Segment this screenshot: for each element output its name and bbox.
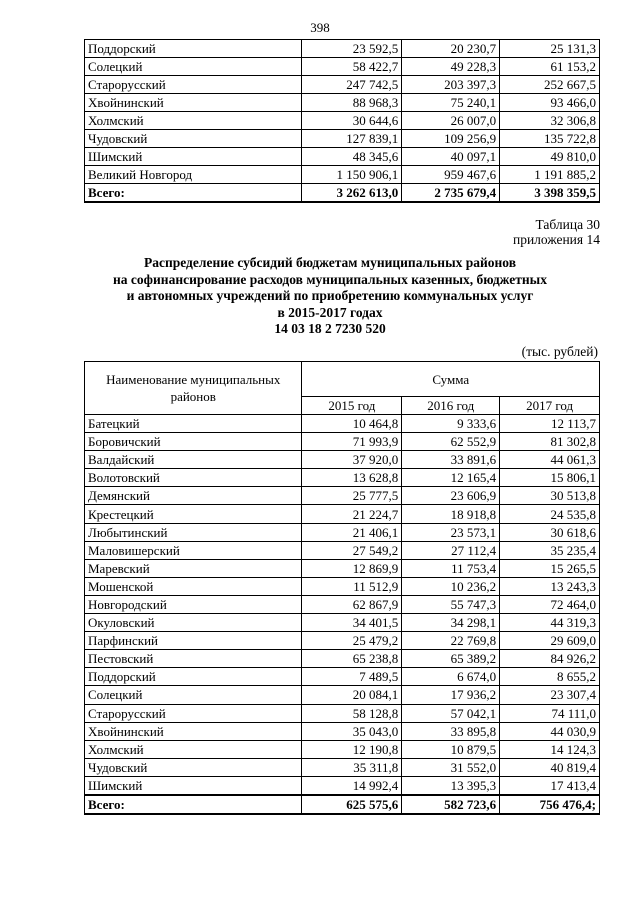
amount-cell-2016: 62 552,9 — [402, 433, 500, 451]
amount-cell-2015: 25 777,5 — [302, 487, 402, 505]
amount-cell-2016: 31 552,0 — [402, 758, 500, 776]
header-2016: 2016 год — [402, 397, 500, 415]
table-row — [85, 541, 600, 559]
district-name-cell: Маревский — [85, 559, 302, 577]
amount-cell-2017: 84 926,2 — [500, 650, 600, 668]
table-row — [85, 415, 600, 433]
district-name-cell: Холмский — [85, 740, 302, 758]
amount-cell-2015: 37 920,0 — [302, 451, 402, 469]
total-row — [85, 795, 600, 814]
amount-cell-2017: 14 124,3 — [500, 740, 600, 758]
amount-cell-2017: 8 655,2 — [500, 668, 600, 686]
header-2017: 2017 год — [500, 397, 600, 415]
amount-cell-2016: 20 230,7 — [402, 40, 500, 58]
district-name-cell: Валдайский — [85, 451, 302, 469]
table-row — [85, 166, 600, 184]
amount-cell-2016: 109 256,9 — [402, 130, 500, 148]
amount-cell-2015: 62 867,9 — [302, 595, 402, 613]
amount-cell-2015: 12 190,8 — [302, 740, 402, 758]
district-name-cell: Солецкий — [85, 58, 302, 76]
amount-cell-2015: 21 224,7 — [302, 505, 402, 523]
amount-cell-2015: 21 406,1 — [302, 523, 402, 541]
header-2015: 2015 год — [302, 397, 402, 415]
amount-cell-2016: 22 769,8 — [402, 632, 500, 650]
amount-cell-2016: 9 333,6 — [402, 415, 500, 433]
table-row — [85, 740, 600, 758]
amount-cell-2017: 13 243,3 — [500, 577, 600, 595]
amount-cell-2017: 15 265,5 — [500, 559, 600, 577]
amount-cell-2017: 44 061,3 — [500, 451, 600, 469]
amount-cell-2016: 18 918,8 — [402, 505, 500, 523]
amount-cell-2015: 71 993,9 — [302, 433, 402, 451]
table-row — [85, 487, 600, 505]
district-name-cell: Старорусский — [85, 76, 302, 94]
table-row — [85, 523, 600, 541]
top-table — [84, 39, 600, 203]
amount-cell-2016: 959 467,6 — [402, 166, 500, 184]
district-name-cell: Всего: — [85, 184, 302, 203]
amount-cell-2015: 65 238,8 — [302, 650, 402, 668]
amount-cell-2016: 26 007,0 — [402, 112, 500, 130]
amount-cell-2015: 88 968,3 — [302, 94, 402, 112]
district-name-cell: Хвойнинский — [85, 722, 302, 740]
district-name-cell: Поддорский — [85, 40, 302, 58]
top-table-body — [85, 40, 600, 203]
district-name-cell: Поддорский — [85, 668, 302, 686]
amount-cell-2017: 72 464,0 — [500, 595, 600, 613]
amount-cell-2015: 34 401,5 — [302, 614, 402, 632]
amount-cell-2016: 6 674,0 — [402, 668, 500, 686]
main-table — [84, 361, 600, 815]
amount-cell-2016: 13 395,3 — [402, 776, 500, 795]
amount-cell-2015: 35 311,8 — [302, 758, 402, 776]
amount-cell-2015: 10 464,8 — [302, 415, 402, 433]
title-line-2: на софинансирование расходов муниципальных казенных, бюджетных — [113, 271, 547, 287]
district-name-cell: Маловишерский — [85, 541, 302, 559]
amount-cell-2017: 135 722,8 — [500, 130, 600, 148]
table-row — [85, 505, 600, 523]
district-name-cell: Великий Новгород — [85, 166, 302, 184]
table-row — [85, 559, 600, 577]
table-row — [85, 40, 600, 58]
amount-cell-2015: 7 489,5 — [302, 668, 402, 686]
amount-cell-2015: 247 742,5 — [302, 76, 402, 94]
amount-cell-2016: 582 723,6 — [402, 795, 500, 814]
amount-cell-2015: 20 084,1 — [302, 686, 402, 704]
table-row — [85, 704, 600, 722]
district-name-cell: Холмский — [85, 112, 302, 130]
amount-cell-2016: 12 165,4 — [402, 469, 500, 487]
amount-cell-2017: 93 466,0 — [500, 94, 600, 112]
amount-cell-2015: 27 549,2 — [302, 541, 402, 559]
amount-cell-2017: 44 030,9 — [500, 722, 600, 740]
amount-cell-2015: 13 628,8 — [302, 469, 402, 487]
district-name-cell: Чудовский — [85, 758, 302, 776]
amount-cell-2017: 40 819,4 — [500, 758, 600, 776]
table-row — [85, 76, 600, 94]
district-name-cell: Пестовский — [85, 650, 302, 668]
amount-cell-2017: 17 413,4 — [500, 776, 600, 795]
amount-cell-2017: 252 667,5 — [500, 76, 600, 94]
amount-cell-2015: 11 512,9 — [302, 577, 402, 595]
amount-cell-2016: 23 573,1 — [402, 523, 500, 541]
table-row — [85, 94, 600, 112]
amount-cell-2016: 33 891,6 — [402, 451, 500, 469]
amount-cell-2016: 49 228,3 — [402, 58, 500, 76]
district-name-cell: Мошенской — [85, 577, 302, 595]
district-name-cell: Батецкий — [85, 415, 302, 433]
total-row — [85, 184, 600, 203]
table-row — [85, 686, 600, 704]
amount-cell-2017: 12 113,7 — [500, 415, 600, 433]
district-name-cell: Боровичский — [85, 433, 302, 451]
district-name-cell: Крестецкий — [85, 505, 302, 523]
amount-cell-2017: 1 191 885,2 — [500, 166, 600, 184]
amount-cell-2016: 75 240,1 — [402, 94, 500, 112]
table-row — [85, 614, 600, 632]
table-row — [85, 595, 600, 613]
amount-cell-2016: 33 895,8 — [402, 722, 500, 740]
document-title — [60, 255, 600, 338]
amount-cell-2016: 203 397,3 — [402, 76, 500, 94]
amount-cell-2017: 24 535,8 — [500, 505, 600, 523]
amount-cell-2016: 55 747,3 — [402, 595, 500, 613]
header-name: Наименование муниципальных районов — [85, 362, 302, 415]
table-caption — [513, 217, 600, 247]
table-row — [85, 722, 600, 740]
amount-cell-2015: 3 262 613,0 — [302, 184, 402, 203]
amount-cell-2015: 127 839,1 — [302, 130, 402, 148]
title-line-5: 14 03 18 2 7230 520 — [274, 321, 386, 336]
amount-cell-2017: 32 306,8 — [500, 112, 600, 130]
district-name-cell: Волотовский — [85, 469, 302, 487]
amount-cell-2016: 2 735 679,4 — [402, 184, 500, 203]
amount-cell-2017: 756 476,4; — [500, 795, 600, 814]
amount-cell-2017: 15 806,1 — [500, 469, 600, 487]
amount-cell-2015: 23 592,5 — [302, 40, 402, 58]
amount-cell-2017: 61 153,2 — [500, 58, 600, 76]
amount-cell-2017: 74 111,0 — [500, 704, 600, 722]
district-name-cell: Окуловский — [85, 614, 302, 632]
amount-cell-2017: 23 307,4 — [500, 686, 600, 704]
amount-cell-2015: 30 644,6 — [302, 112, 402, 130]
amount-cell-2017: 30 513,8 — [500, 487, 600, 505]
table-row — [85, 433, 600, 451]
amount-cell-2017: 3 398 359,5 — [500, 184, 600, 203]
amount-cell-2015: 48 345,6 — [302, 148, 402, 166]
main-table-header — [85, 362, 600, 415]
district-name-cell: Шимский — [85, 148, 302, 166]
table-row — [85, 148, 600, 166]
amount-cell-2016: 10 236,2 — [402, 577, 500, 595]
header-sum: Сумма — [302, 362, 600, 397]
units-label: (тыс. рублей) — [521, 344, 598, 359]
amount-cell-2015: 14 992,4 — [302, 776, 402, 795]
district-name-cell: Новгородский — [85, 595, 302, 613]
table-row — [85, 758, 600, 776]
amount-cell-2017: 81 302,8 — [500, 433, 600, 451]
district-name-cell: Всего: — [85, 795, 302, 814]
amount-cell-2015: 625 575,6 — [302, 795, 402, 814]
amount-cell-2017: 44 319,3 — [500, 614, 600, 632]
table-row — [85, 577, 600, 595]
amount-cell-2015: 1 150 906,1 — [302, 166, 402, 184]
table-row — [85, 668, 600, 686]
main-table-body — [85, 415, 600, 815]
table-row — [85, 451, 600, 469]
table-row — [85, 112, 600, 130]
title-line-1: Распределение субсидий бюджетам муниципальных районов — [143, 255, 517, 270]
amount-cell-2015: 58 422,7 — [302, 58, 402, 76]
district-name-cell: Солецкий — [85, 686, 302, 704]
amount-cell-2017: 49 810,0 — [500, 148, 600, 166]
amount-cell-2015: 12 869,9 — [302, 559, 402, 577]
page-number: 398 — [310, 20, 330, 35]
amount-cell-2016: 11 753,4 — [402, 559, 500, 577]
table-row — [85, 776, 600, 795]
amount-cell-2015: 58 128,8 — [302, 704, 402, 722]
amount-cell-2017: 30 618,6 — [500, 523, 600, 541]
amount-cell-2016: 27 112,4 — [402, 541, 500, 559]
table-row — [85, 650, 600, 668]
district-name-cell: Демянский — [85, 487, 302, 505]
amount-cell-2016: 10 879,5 — [402, 740, 500, 758]
amount-cell-2015: 35 043,0 — [302, 722, 402, 740]
amount-cell-2015: 25 479,2 — [302, 632, 402, 650]
district-name-cell: Чудовский — [85, 130, 302, 148]
table-row — [85, 130, 600, 148]
title-line-4: в 2015-2017 годах — [277, 304, 383, 320]
caption-line-2: приложения 14 — [512, 232, 600, 247]
district-name-cell: Старорусский — [85, 704, 302, 722]
table-row — [85, 632, 600, 650]
district-name-cell: Хвойнинский — [85, 94, 302, 112]
caption-line-1: Таблица 30 — [535, 217, 600, 232]
amount-cell-2016: 65 389,2 — [402, 650, 500, 668]
amount-cell-2016: 34 298,1 — [402, 614, 500, 632]
district-name-cell: Любытинский — [85, 523, 302, 541]
table-row — [85, 58, 600, 76]
amount-cell-2016: 23 606,9 — [402, 487, 500, 505]
amount-cell-2017: 25 131,3 — [500, 40, 600, 58]
amount-cell-2016: 57 042,1 — [402, 704, 500, 722]
amount-cell-2016: 40 097,1 — [402, 148, 500, 166]
district-name-cell: Парфинский — [85, 632, 302, 650]
amount-cell-2017: 29 609,0 — [500, 632, 600, 650]
district-name-cell: Шимский — [85, 776, 302, 795]
amount-cell-2016: 17 936,2 — [402, 686, 500, 704]
table-row — [85, 469, 600, 487]
title-line-3: и автономных учреждений по приобретению коммунальных услуг — [126, 288, 534, 303]
amount-cell-2017: 35 235,4 — [500, 541, 600, 559]
